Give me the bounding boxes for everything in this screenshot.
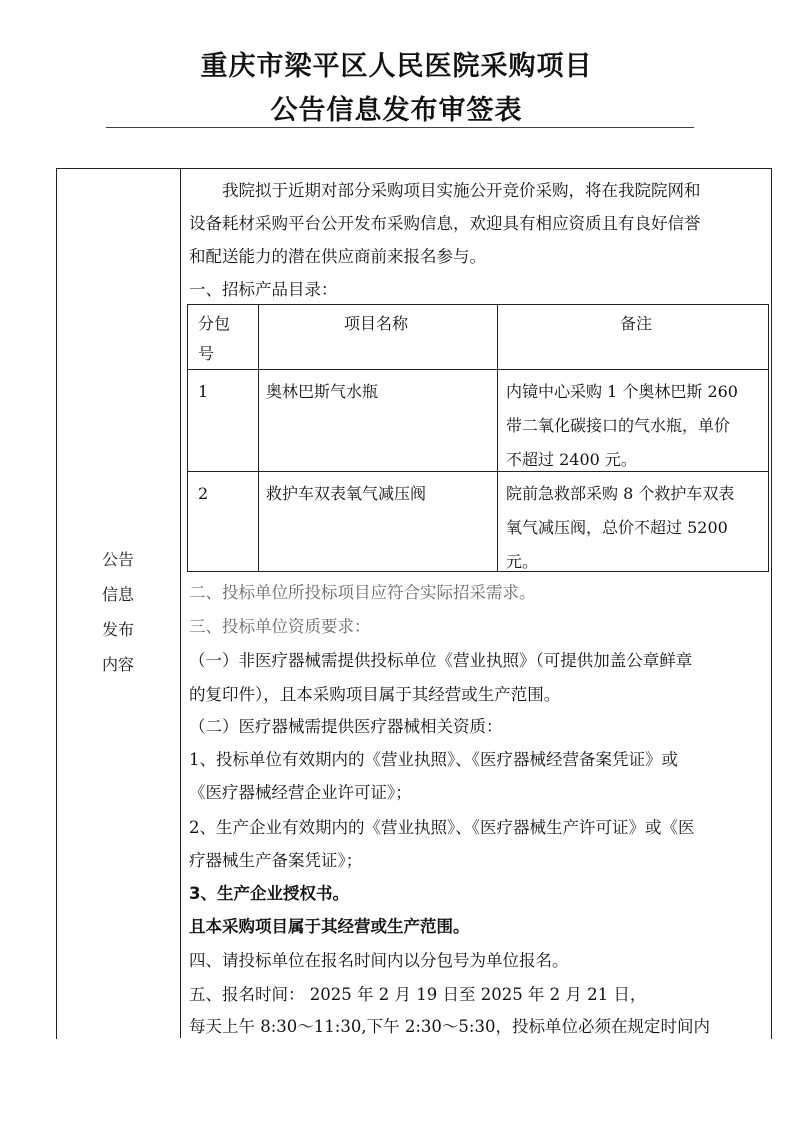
table-cell-package: 2	[198, 484, 209, 503]
section-label	[56, 542, 180, 682]
document-title: 重庆市梁平区人民医院采购项目	[200, 51, 593, 82]
body-line: 四、请投标单位在报名时间内以分包号为单位报名。	[189, 951, 569, 970]
table-cell-name: 救护车双表氧气减压阀	[266, 484, 427, 503]
col-divider	[258, 305, 259, 571]
header-project-name: 项目名称	[344, 314, 409, 333]
section-label-line: 信息	[101, 585, 134, 604]
intro-line: 和配送能力的潜在供应商前来报名参与。	[189, 247, 486, 266]
table-cell-name: 奥林巴斯气水瓶	[266, 382, 379, 401]
col-divider	[497, 305, 498, 571]
table-cell-package: 1	[198, 382, 209, 401]
section-label-line: 发布	[101, 620, 134, 639]
header-remarks: 备注	[620, 314, 653, 333]
body-line: 三、投标单位资质要求：	[189, 617, 371, 636]
section-label-line: 内容	[101, 655, 134, 674]
body-line: 且本采购项目属于其经营或生产范围。	[189, 917, 470, 936]
body-line: 二、投标单位所投标项目应符合实际招采需求。	[189, 583, 536, 602]
body-line: 2、生产企业有效期内的《营业执照》、《医疗器械生产许可证》或《医	[189, 818, 695, 837]
title-underline	[106, 127, 694, 128]
body-line: 1、投标单位有效期内的《营业执照》、《医疗器械经营备案凭证》或	[189, 750, 678, 769]
body-line: 每天上午 8:30～11:30,下午 2:30～5:30，投标单位必须在规定时间内	[189, 1017, 710, 1036]
section-label-line: 公告	[101, 550, 134, 569]
body-line: 五、报名时间： 2025 年 2 月 19 日至 2025 年 2 月 21 日，	[189, 985, 647, 1004]
table-cell-note: 内镜中心采购 1 个奥林巴斯 260 带二氧化碳接口的气水瓶，单价 不超过 2400 元。	[506, 382, 738, 469]
section-heading: 一、招标产品目录：	[189, 280, 338, 299]
body-line: 疗器械生产备案凭证》；	[189, 851, 363, 870]
body-line: （一）非医疗器械需提供投标单位《营业执照》（可提供加盖公章鲜章	[189, 651, 693, 670]
document-subtitle: 公告信息发布审签表	[270, 95, 523, 126]
header-package-no: 分包 号	[198, 314, 231, 363]
body-line: 的复印件），且本采购项目属于其经营或生产范围。	[189, 685, 561, 704]
row-divider	[188, 369, 768, 370]
table-cell-note: 院前急救部采购 8 个救护车双表 氧气减压阀，总价不超过 5200 元。	[506, 484, 735, 571]
body-line: 《医疗器械经营企业许可证》；	[189, 783, 412, 802]
body-line: 3、生产企业授权书。	[189, 884, 349, 903]
intro-line: 我院拟于近期对部分采购项目实施公开竞价采购，将在我院院网和	[222, 181, 701, 200]
column-divider	[180, 168, 181, 1038]
body-line: （二）医疗器械需提供医疗器械相关资质：	[189, 717, 503, 736]
product-table	[187, 304, 769, 572]
intro-line: 设备耗材采购平台公开发布采购信息，欢迎具有相应资质且有良好信誉	[189, 214, 701, 233]
